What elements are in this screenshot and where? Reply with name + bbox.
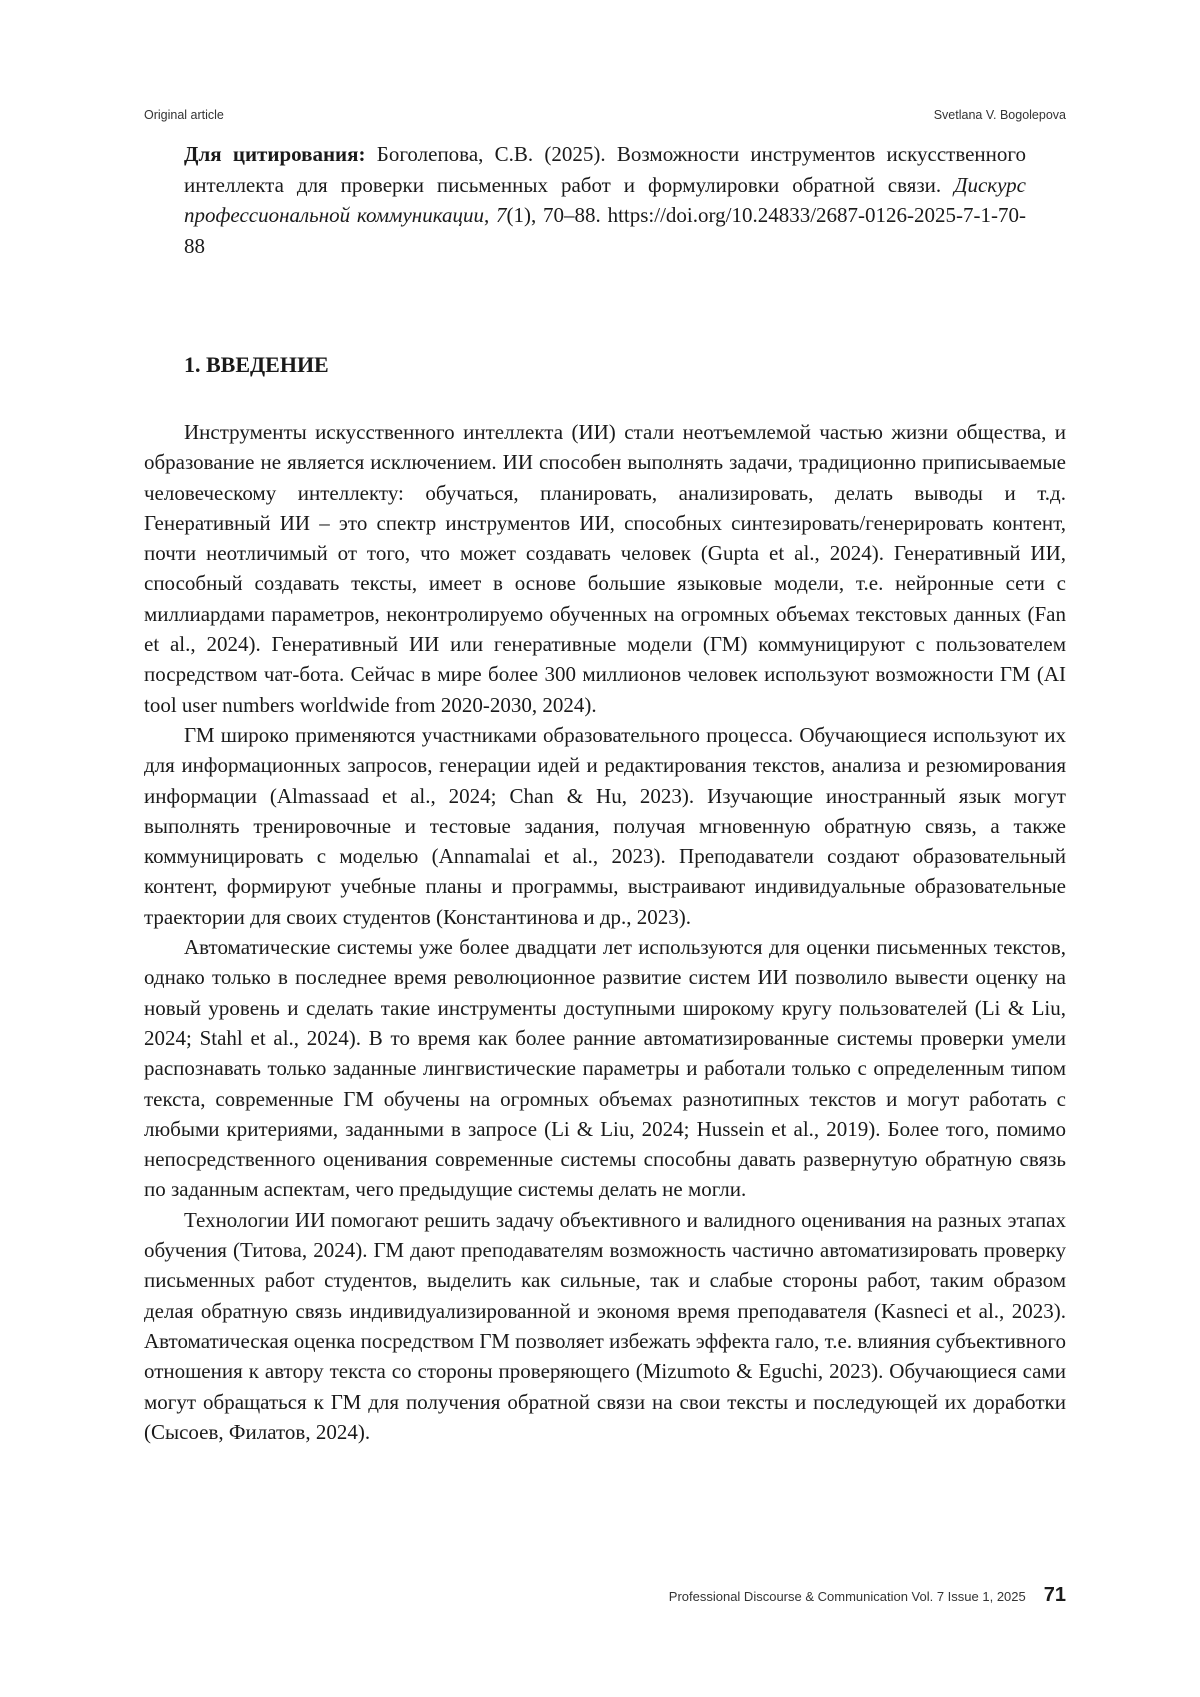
citation-block (184, 139, 1026, 261)
page-footer (669, 1584, 1066, 1607)
paragraph: Инструменты искусственного интеллекта (ИИ) стали неотъемлемой частью жизни общества, и образование не является исключением. ИИ способен выполнять задачи, традиционно приписываемые человеческому интеллекту: обучаться, планировать, анализировать, делать выводы и т.д. Генеративный ИИ – это спектр инструментов ИИ, способных синтезировать/генерировать контент, почти неотличимый от того, что может создавать человек (Gupta et al., 2024). Генеративный ИИ, способный создавать тексты, имеет в основе большие языковые модели, т.е. нейронные сети с миллиардами параметров, неконтролируемо обученных на огромных объемах текстовых данных (Fan et al., 2024). Генеративный ИИ или генеративные модели (ГМ) коммуницируют с пользователем посредством чат-бота. Сейчас в мире более 300 миллионов человек используют возможности ГМ (AI tool user numbers worldwide from 2020-2030, 2024). (144, 420, 1066, 717)
citation-lead: Для цитирования: (184, 142, 366, 166)
body-text (144, 417, 1066, 1447)
citation-volume: 7 (496, 203, 507, 227)
article-type-label: Original article (144, 108, 224, 122)
citation-doi: https://doi.org/10.24833/2687-0126-2025-7-1-70-88 (184, 203, 1026, 258)
citation-reference: Боголепова, С.В. (2025). Возможности инструментов искусственного интеллекта для проверки письменных работ и формулировки обратной связи. (184, 142, 1026, 197)
page-number: 71 (1043, 1584, 1066, 1606)
author-name-header: Svetlana V. Bogolepova (933, 108, 1066, 122)
citation-journal: Дискурс профессиональной коммуникации (184, 172, 1026, 227)
paragraph: Технологии ИИ помогают решить задачу объективного и валидного оценивания на разных этапах обучения (Титова, 2024). ГМ дают преподавателям возможность частично автоматизировать проверку письменных работ студентов, выделить как сильные, так и слабые стороны работ, таким образом делая обратную связь индивидуализированной и экономя время преподавателя (Kasneci et al., 2023). Автоматическая оценка посредством ГМ позволяет избежать эффекта гало, т.е. влияния субъективного отношения к автору текста со стороны проверяющего (Mizumoto & Eguchi, 2023). Обучающиеся сами могут обращаться к ГМ для получения обратной связи на свои тексты и последующей их доработки (Сысоев, Филатов, 2024). (144, 1207, 1066, 1444)
citation-separator: , (484, 203, 497, 227)
citation-issue-pages: (1), 70–88. (506, 203, 608, 227)
paragraph: ГМ широко применяются участниками образовательного процесса. Обучающиеся используют их для информационных запросов, генерации идей и редактирования текстов, анализа и резюмирования информации (Almassaad et al., 2024; Chan & Hu, 2023). Изучающие иностранный язык могут выполнять тренировочные и тестовые задания, получая мгновенную обратную связь, а также коммуницировать с моделью (Annamalai et al., 2023). Преподаватели создают образовательный контент, формируют учебные планы и программы, выстраивают индивидуальные образовательные траектории для своих студентов (Константинова и др., 2023). (144, 722, 1066, 929)
paragraph: Автоматические системы уже более двадцати лет используются для оценки письменных текстов, однако только в последнее время революционное развитие систем ИИ позволило вывести оценку на новый уровень и сделать такие инструменты доступными широкому кругу пользователей (Li & Liu, 2024; Stahl et al., 2024). В то время как более ранние автоматизированные системы проверки умели распознавать только заданные лингвистические параметры и работали только с определенным типом текста, современные ГМ обучены на огромных объемах разнотипных текстов и могут работать с любыми критериями, заданными в запросе (Li & Liu, 2024; Hussein et al., 2019). Более того, помимо непосредственного оценивания современные системы способны давать развернутую обратную связь по заданным аспектам, чего предыдущие системы делать не могли. (144, 935, 1066, 1202)
section-heading: 1. ВВЕДЕНИЕ (184, 352, 329, 377)
footer-journal-info: Professional Discourse & Communication Vol. 7 Issue 1, 2025 (668, 1589, 1026, 1604)
running-head (144, 108, 1066, 122)
